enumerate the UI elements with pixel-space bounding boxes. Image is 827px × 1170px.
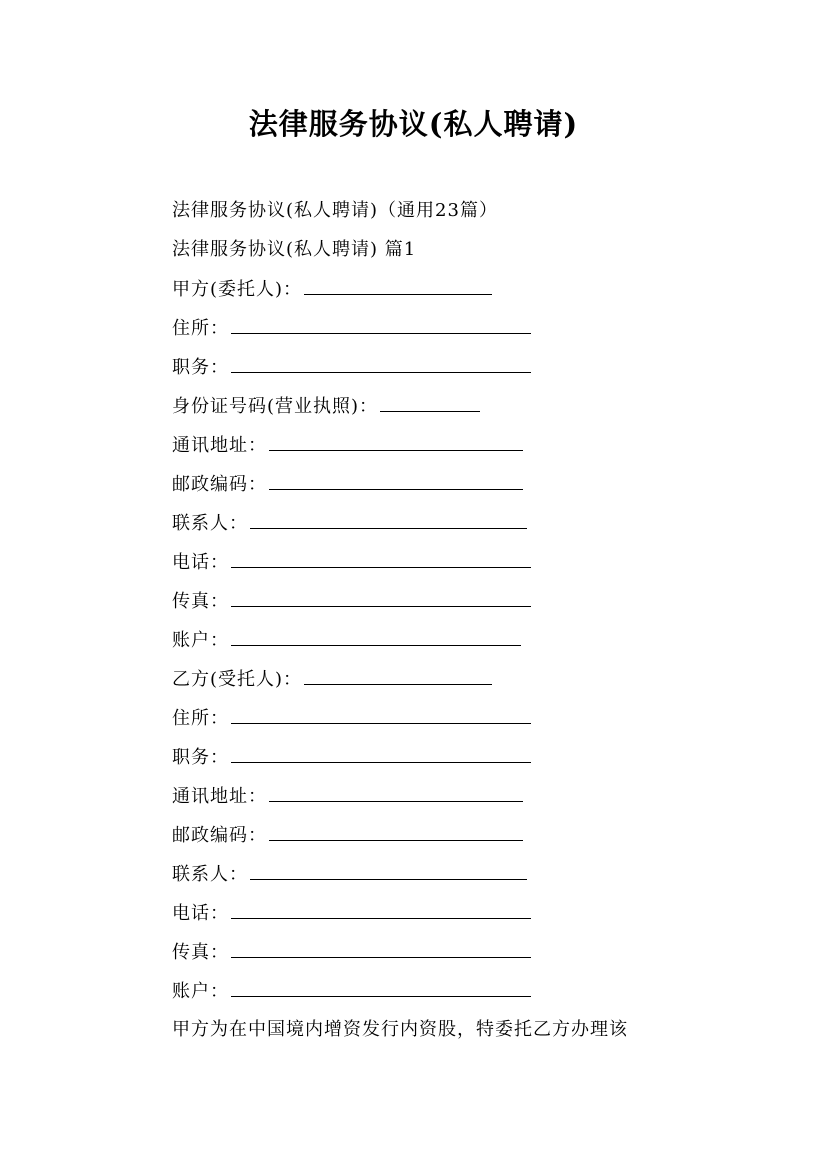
field-label: 职务： [172, 747, 229, 768]
party-b-contact-line [172, 862, 527, 887]
fill-in-blank[interactable] [304, 667, 492, 685]
party-a-account-line [172, 628, 521, 653]
fill-in-blank[interactable] [231, 901, 531, 919]
document-title: 法律服务协议(私人聘请) [248, 107, 579, 141]
field-label: 邮政编码： [172, 825, 267, 846]
field-label: 传真： [172, 591, 229, 612]
fill-in-blank[interactable] [231, 706, 531, 724]
party-a-address-line [172, 316, 531, 341]
party-b-account-line [172, 979, 531, 1004]
field-label: 身份证号码(营业执照)： [172, 396, 379, 417]
field-label: 邮政编码： [172, 474, 267, 495]
party-a-mail-address-line [172, 433, 523, 458]
fill-in-blank[interactable] [250, 511, 527, 529]
fill-in-blank[interactable] [231, 316, 531, 334]
field-label: 电话： [172, 903, 229, 924]
fill-in-blank[interactable] [231, 589, 531, 607]
party-a-phone-line [172, 550, 531, 575]
fill-in-blank[interactable] [269, 784, 523, 802]
fill-in-blank[interactable] [304, 277, 492, 295]
party-b-address-line [172, 706, 531, 731]
fill-in-blank[interactable] [231, 940, 531, 958]
party-a-position-line [172, 355, 531, 380]
party-a-id-line [172, 394, 480, 419]
field-label: 账户： [172, 630, 229, 651]
party-b-postcode-line [172, 823, 523, 848]
field-label: 电话： [172, 552, 229, 573]
party-a-postcode-line [172, 472, 523, 497]
fill-in-blank[interactable] [231, 745, 531, 763]
fill-in-blank[interactable] [380, 394, 480, 412]
party-b-mail-address-line [172, 784, 523, 809]
field-label: 住所： [172, 318, 229, 339]
field-label: 联系人： [172, 513, 248, 534]
fill-in-blank[interactable] [231, 628, 521, 646]
heading-line [172, 199, 498, 223]
field-label: 通讯地址： [172, 786, 267, 807]
party-b-fax-line [172, 940, 531, 965]
heading-line [172, 238, 416, 262]
field-label: 通讯地址： [172, 435, 267, 456]
heading-text: 法律服务协议(私人聘请)（通用23篇） [172, 200, 498, 221]
fill-in-blank[interactable] [250, 862, 527, 880]
heading-text: 法律服务协议(私人聘请) 篇1 [172, 239, 417, 260]
fill-in-blank[interactable] [231, 979, 531, 997]
field-label: 住所： [172, 708, 229, 729]
party-a-contact-line [172, 511, 527, 536]
fill-in-blank[interactable] [231, 355, 531, 373]
field-label: 职务： [172, 357, 229, 378]
party-a-fax-line [172, 589, 531, 614]
field-label: 联系人： [172, 864, 248, 885]
party-b-phone-line [172, 901, 531, 926]
field-label: 乙方(受托人)： [172, 669, 303, 690]
party-a-label-line [172, 277, 492, 302]
fill-in-blank[interactable] [269, 823, 523, 841]
fill-in-blank[interactable] [269, 472, 523, 490]
party-b-position-line [172, 745, 531, 770]
field-label: 甲方(委托人)： [172, 279, 303, 300]
body-text: 甲方为在中国境内增资发行内资股，特委托乙方办理该 [172, 1019, 628, 1040]
fill-in-blank[interactable] [269, 433, 523, 451]
body-paragraph [172, 1018, 628, 1042]
field-label: 传真： [172, 942, 229, 963]
field-label: 账户： [172, 981, 229, 1002]
party-b-label-line [172, 667, 492, 692]
fill-in-blank[interactable] [231, 550, 531, 568]
